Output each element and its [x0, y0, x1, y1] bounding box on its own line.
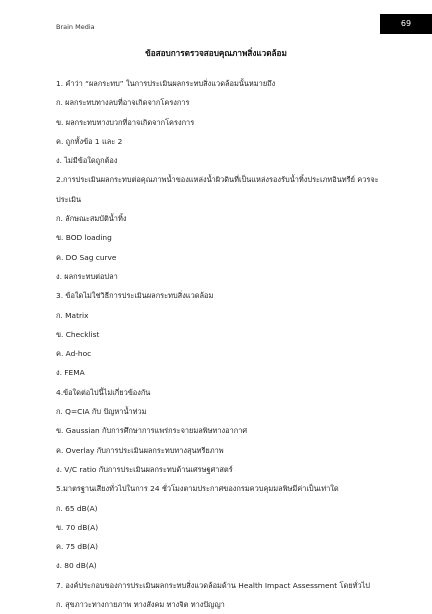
- text-line: ค. Overlay กับการประเมินผลกระทบทางสุนทรียภาพ: [56, 445, 224, 455]
- text-line: 5.มาตรฐานเสียงทั่วไปในการ 24 ชั่วโมงตามประกาศของกรมควบคุมมลพิษมีค่าเป็นเท่าใด: [56, 484, 339, 494]
- page-title: ข้อสอบการตรวจสอบคุณภาพสิ่งแวดล้อม: [145, 48, 287, 58]
- page-number: 69: [380, 14, 432, 34]
- text-line: 3. ข้อใดไม่ใช่วิธีการประเมินผลกระทบสิ่งแวดล้อม: [56, 291, 214, 301]
- text-line: ข. Gaussian กับการศึกษาการแพร่กระจายมลพิษทางอากาศ: [56, 426, 248, 436]
- text-line: 1. คำว่า “ผลกระทบ” ในการประเมินผลกระทบสิ่งแวดล้อมนั้นหมายถึง: [56, 79, 276, 88]
- page-header: [0, 14, 432, 34]
- text-line: ง. ผลกระทบต่อปลา: [56, 271, 118, 281]
- text-line: ง. ไม่มีข้อใดถูกต้อง: [56, 156, 118, 166]
- text-line: 4.ข้อใดต่อไปนี้ไม่เกี่ยวข้องกัน: [56, 387, 151, 397]
- text-line: ค. Ad-hoc: [56, 349, 92, 359]
- exam-content: [56, 74, 386, 614]
- text-line: ข. ผลกระทบทางบวกที่อาจเกิดจากโครงการ: [56, 117, 195, 127]
- text-line: 2.การประเมินผลกระทบต่อคุณภาพน้ำของแหล่งน้ำผิวดินที่เป็นแหล่งรองรับน้ำทิ้งประเภทอินทรีย์ ควรจะ: [56, 175, 379, 185]
- text-line: ก. Matrix: [56, 310, 89, 320]
- text-line: ก. สุขภาวะทางกายภาพ ทางสังคม ทางจิต ทางปัญญา: [56, 600, 225, 610]
- text-line: ก. 65 dB(A): [56, 503, 98, 513]
- text-line: ค. 75 dB(A): [56, 542, 98, 552]
- text-line: ข. 70 dB(A): [56, 522, 99, 532]
- text-line: ข. Checklist: [56, 329, 100, 339]
- text-line: ง. 80 dB(A): [56, 561, 97, 571]
- text-line: ง. V/C ratio กับการประเมินผลกระทบด้านเศรษฐศาสตร์: [56, 464, 233, 474]
- text-line: ข. BOD loading: [56, 233, 112, 243]
- text-line: ค. DO Sag curve: [56, 252, 117, 262]
- text-line: ประเมิน: [56, 194, 82, 204]
- text-line: ก. Q=CIA กับ ปัญหาน้ำท่วม: [56, 407, 147, 417]
- brand-name: Brain Media: [56, 23, 95, 31]
- text-line: ก. ผลกระทบทางลบที่อาจเกิดจากโครงการ: [56, 98, 190, 108]
- text-line: 7. องค์ประกอบของการประเมินผลกระทบสิ่งแวดล้อมด้าน Health Impact Assessment โดยทั่วไป: [56, 580, 371, 590]
- text-line: ง. FEMA: [56, 368, 85, 378]
- text-line: ค. ถูกทั้งข้อ 1 และ 2: [56, 136, 123, 146]
- text-line: ก. ลักษณะสมบัติน้ำทิ้ง: [56, 214, 127, 224]
